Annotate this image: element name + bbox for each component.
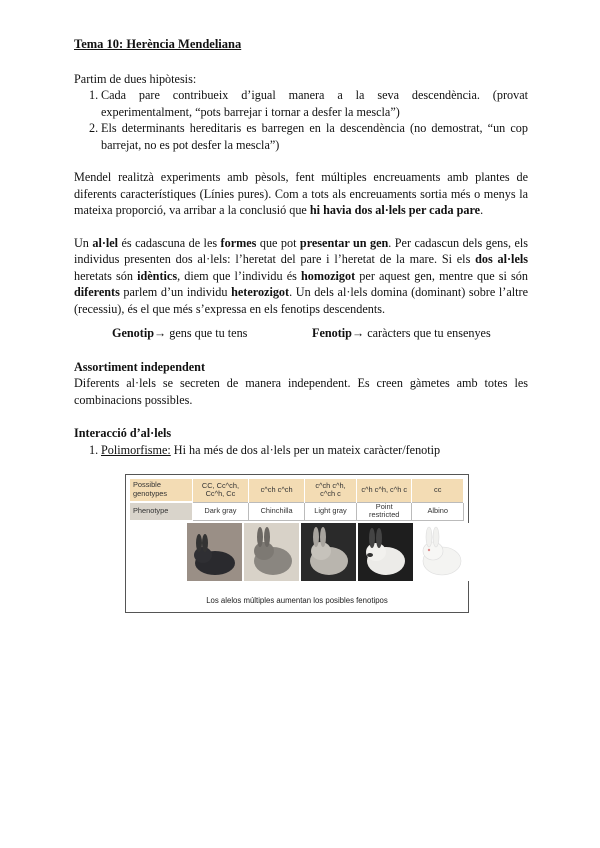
point-restricted-rabbit-image [358, 523, 413, 581]
table-row: Possible genotypes CC, Cc^ch, Cc^h, Cc c^ch c^ch c^ch c^h, c^ch c c^h c^h, c^h c cc [130, 479, 464, 502]
albino-rabbit-image [414, 523, 469, 581]
page-title: Tema 10: Herència Mendeliana [74, 37, 242, 51]
list-item: 1. Cada pare contribueix d’igual manera a la seva descendència. (provat experimentalment, “pots barrejar i tornar a desfer la mescla”) [89, 88, 528, 119]
intro-text: Partim de dues hipòtesis: [74, 71, 197, 86]
interaccio-heading: Interacció d’al·lels [74, 426, 172, 440]
chinchilla-rabbit-image [244, 523, 299, 581]
genotip-definition: Genotip→ gens que tu tens [112, 326, 248, 340]
hypotheses-list [74, 87, 528, 153]
allele-paragraph: Un al·lel és cadascuna de les formes que pot presentar un gen. Per cadascun dels gens, els individus presenten dos al·lels: l’heretat del pare i l’heretat de la mare. Si els dos al·lels heretats són idèntics, diem que l’individu és homozigot per aquest gen, mentre que si són diferents parlem d’un individu heterozigot. Un dels al·lels domina (dominant) sobre l’altre (recessiu), és el que més s’expressa en els fenotips descendents. [74, 235, 529, 316]
mendel-paragraph: Mendel realitzà experiments amb pèsols, fent múltiples encreuaments amb plantes de diferents característiques (Línies pures). Com a tots als encreuaments sortia més o menys la mateixa proporció, va arribar a la conclusió que hi havia dos al·lels per cada pare. [74, 170, 528, 217]
table-row: Phenotype Dark gray Chinchilla Light gray Point restricted Albino [130, 502, 464, 520]
document-page [74, 36, 528, 458]
light-gray-rabbit-image [301, 523, 356, 581]
fenotip-definition: Fenotip→ caràcters que tu ensenyes [312, 326, 491, 340]
assortiment-heading: Assortiment independent [74, 359, 206, 374]
dark-gray-rabbit-image [187, 523, 242, 581]
figure-caption: Los alelos múltiples aumentan los posibles fenotipos [206, 596, 388, 605]
genotype-phenotype-table [130, 479, 464, 521]
genotype-phenotype-definitions [112, 325, 528, 342]
list-item: 2. Els determinants hereditaris es barregen en la descendència (no demostrat, “un cop barrejat, no es pot desfer la mescla”) [89, 121, 528, 152]
list-item: 1. Polimorfisme: Hi ha més de dos al·lels per un mateix caràcter/fenotip [89, 442, 441, 457]
multiple-alleles-figure [125, 474, 469, 613]
assortiment-text: Diferents al·lels se secreten de manera independent. Es creen gàmetes amb totes les combinacions possibles. [74, 376, 528, 407]
interaccio-list [74, 442, 528, 459]
rabbit-photos [126, 523, 468, 583]
